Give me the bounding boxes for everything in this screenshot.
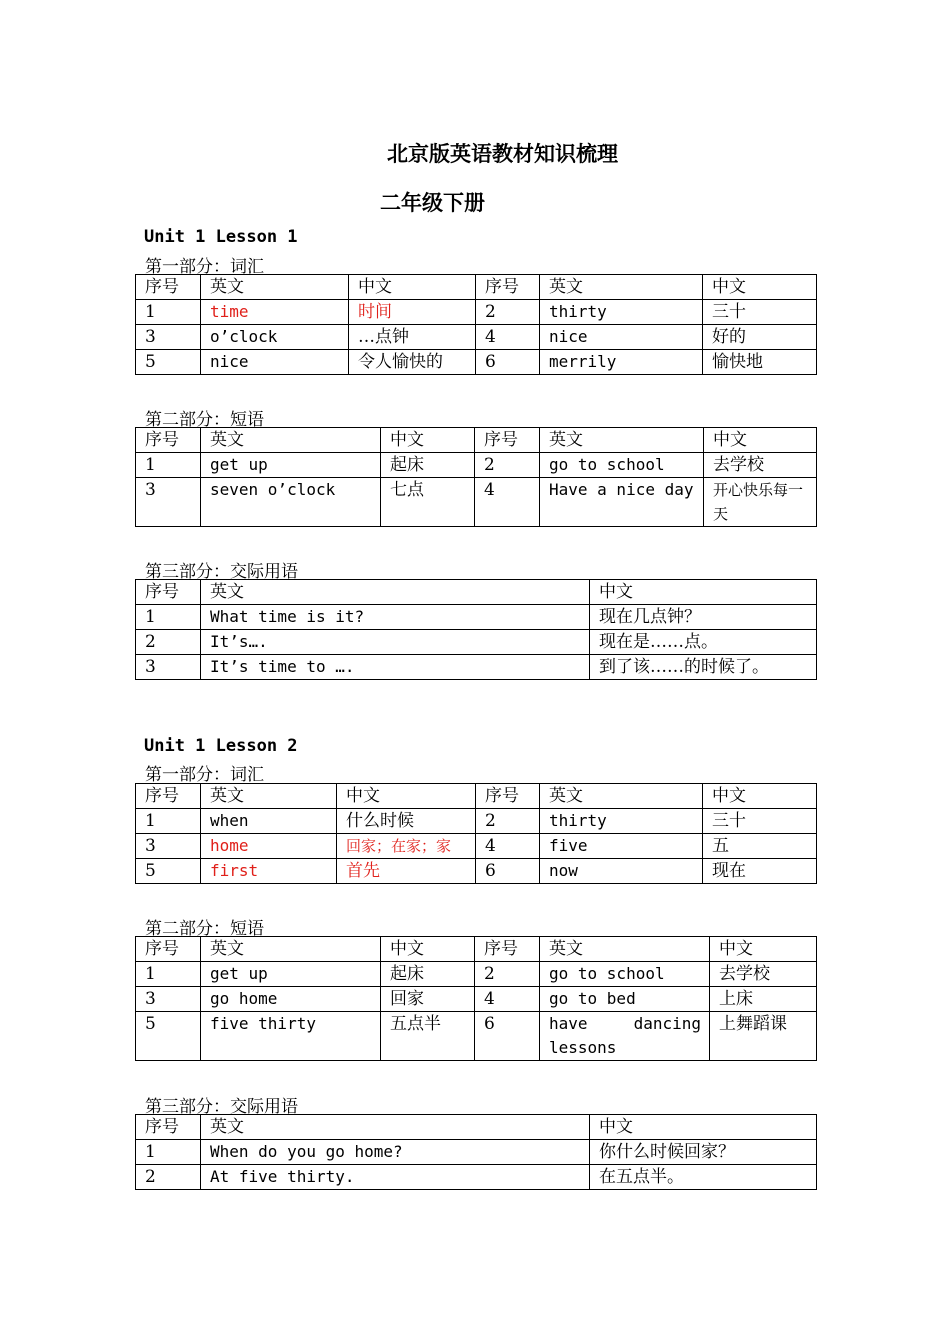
number-cell: 5 bbox=[136, 1012, 201, 1061]
table-row bbox=[136, 300, 817, 325]
number-cell: 3 bbox=[136, 325, 201, 350]
header-cell: 中文 bbox=[703, 784, 817, 809]
english-cell: first bbox=[201, 859, 337, 884]
chinese-cell: 在五点半。 bbox=[590, 1165, 817, 1190]
english-cell: Have a nice day bbox=[540, 478, 704, 527]
header-cell: 英文 bbox=[201, 937, 381, 962]
number-cell: 2 bbox=[475, 453, 540, 478]
header-cell: 英文 bbox=[540, 428, 704, 453]
header-cell: 英文 bbox=[540, 784, 703, 809]
chinese-cell: 愉快地 bbox=[703, 350, 817, 375]
expressions-table bbox=[135, 1114, 817, 1190]
phrases-table bbox=[135, 427, 817, 527]
english-cell: go to bed bbox=[540, 987, 710, 1012]
chinese-cell: …点钟 bbox=[349, 325, 476, 350]
english-cell: go home bbox=[201, 987, 381, 1012]
header-cell: 序号 bbox=[136, 1115, 201, 1140]
table-row bbox=[136, 478, 817, 527]
table-row bbox=[136, 655, 817, 680]
section-label-vocab: 第一部分：词汇 bbox=[145, 257, 264, 277]
header-cell: 序号 bbox=[475, 937, 540, 962]
number-cell: 5 bbox=[136, 350, 201, 375]
english-cell: thirty bbox=[540, 809, 703, 834]
english-cell: nice bbox=[201, 350, 349, 375]
number-cell: 1 bbox=[136, 1140, 201, 1165]
header-cell: 英文 bbox=[540, 937, 710, 962]
english-cell: when bbox=[201, 809, 337, 834]
english-cell: go to school bbox=[540, 962, 710, 987]
english-cell: five thirty bbox=[201, 1012, 381, 1061]
section-label-phrases: 第二部分：短语 bbox=[145, 410, 264, 430]
header-cell: 序号 bbox=[476, 784, 540, 809]
chinese-cell: 回家；在家；家 bbox=[337, 834, 476, 859]
chinese-cell: 你什么时候回家？ bbox=[590, 1140, 817, 1165]
header-cell: 序号 bbox=[136, 937, 201, 962]
english-cell: merrily bbox=[540, 350, 703, 375]
chinese-cell: 现在几点钟？ bbox=[590, 605, 817, 630]
english-cell: go to school bbox=[540, 453, 704, 478]
english-cell: o’clock bbox=[201, 325, 349, 350]
chinese-cell: 到了该……的时候了。 bbox=[590, 655, 817, 680]
table-row bbox=[136, 809, 817, 834]
chinese-cell: 去学校 bbox=[710, 962, 817, 987]
chinese-cell: 起床 bbox=[381, 962, 475, 987]
number-cell: 4 bbox=[475, 987, 540, 1012]
header-cell: 序号 bbox=[476, 275, 540, 300]
table-row bbox=[136, 1012, 817, 1061]
chinese-cell: 首先 bbox=[337, 859, 476, 884]
english-cell: seven o’clock bbox=[201, 478, 381, 527]
table-header-row bbox=[136, 580, 817, 605]
chinese-cell: 七点 bbox=[381, 478, 475, 527]
number-cell: 3 bbox=[136, 655, 201, 680]
header-cell: 中文 bbox=[349, 275, 476, 300]
header-cell: 序号 bbox=[136, 580, 201, 605]
section-label-phrases: 第二部分：短语 bbox=[145, 919, 264, 939]
number-cell: 1 bbox=[136, 453, 201, 478]
header-cell: 中文 bbox=[703, 275, 817, 300]
english-cell: have dancing lessons bbox=[540, 1012, 710, 1061]
number-cell: 2 bbox=[476, 809, 540, 834]
table-header-row bbox=[136, 784, 817, 809]
table-row bbox=[136, 987, 817, 1012]
table-header-row bbox=[136, 275, 817, 300]
number-cell: 2 bbox=[136, 630, 201, 655]
english-cell: get up bbox=[201, 962, 381, 987]
header-cell: 英文 bbox=[201, 1115, 590, 1140]
number-cell: 3 bbox=[136, 834, 201, 859]
table-header-row bbox=[136, 428, 817, 453]
table-row bbox=[136, 1165, 817, 1190]
number-cell: 3 bbox=[136, 987, 201, 1012]
number-cell: 1 bbox=[136, 809, 201, 834]
header-cell: 英文 bbox=[540, 275, 703, 300]
english-cell: nice bbox=[540, 325, 703, 350]
section-label-expressions: 第三部分：交际用语 bbox=[145, 562, 298, 582]
table-row bbox=[136, 834, 817, 859]
table-row bbox=[136, 1140, 817, 1165]
table-row bbox=[136, 350, 817, 375]
header-cell: 序号 bbox=[475, 428, 540, 453]
number-cell: 6 bbox=[476, 859, 540, 884]
vocab-table bbox=[135, 274, 817, 375]
number-cell: 2 bbox=[475, 962, 540, 987]
chinese-cell: 起床 bbox=[381, 453, 475, 478]
header-cell: 序号 bbox=[136, 428, 201, 453]
number-cell: 1 bbox=[136, 605, 201, 630]
header-cell: 中文 bbox=[590, 1115, 817, 1140]
number-cell: 4 bbox=[476, 834, 540, 859]
header-cell: 英文 bbox=[201, 428, 381, 453]
english-cell: It’s time to …. bbox=[201, 655, 590, 680]
table-row bbox=[136, 325, 817, 350]
header-cell: 英文 bbox=[201, 580, 590, 605]
header-cell: 中文 bbox=[704, 428, 817, 453]
english-cell: home bbox=[201, 834, 337, 859]
table-header-row bbox=[136, 1115, 817, 1140]
chinese-cell: 上舞蹈课 bbox=[710, 1012, 817, 1061]
header-cell: 英文 bbox=[201, 784, 337, 809]
number-cell: 1 bbox=[136, 300, 201, 325]
header-cell: 中文 bbox=[381, 428, 475, 453]
chinese-cell: 开心快乐每一天 bbox=[704, 478, 817, 527]
header-cell: 序号 bbox=[136, 275, 201, 300]
unit-heading: Unit 1 Lesson 1 bbox=[144, 227, 298, 247]
header-cell: 中文 bbox=[337, 784, 476, 809]
chinese-cell: 三十 bbox=[703, 300, 817, 325]
unit-heading: Unit 1 Lesson 2 bbox=[144, 736, 298, 756]
table-row bbox=[136, 453, 817, 478]
chinese-cell: 令人愉快的 bbox=[349, 350, 476, 375]
header-cell: 中文 bbox=[710, 937, 817, 962]
chinese-cell: 上床 bbox=[710, 987, 817, 1012]
number-cell: 1 bbox=[136, 962, 201, 987]
document-subtitle: 二年级下册 bbox=[380, 191, 485, 215]
english-cell: time bbox=[201, 300, 349, 325]
number-cell: 6 bbox=[475, 1012, 540, 1061]
document-title: 北京版英语教材知识梳理 bbox=[387, 142, 618, 166]
section-label-vocab: 第一部分：词汇 bbox=[145, 765, 264, 785]
chinese-cell: 五点半 bbox=[381, 1012, 475, 1061]
chinese-cell: 三十 bbox=[703, 809, 817, 834]
english-cell: It’s…. bbox=[201, 630, 590, 655]
chinese-cell: 什么时候 bbox=[337, 809, 476, 834]
english-cell: get up bbox=[201, 453, 381, 478]
number-cell: 4 bbox=[476, 325, 540, 350]
number-cell: 3 bbox=[136, 478, 201, 527]
english-cell: What time is it? bbox=[201, 605, 590, 630]
header-cell: 中文 bbox=[590, 580, 817, 605]
number-cell: 2 bbox=[136, 1165, 201, 1190]
table-row bbox=[136, 630, 817, 655]
chinese-cell: 五 bbox=[703, 834, 817, 859]
english-cell: five bbox=[540, 834, 703, 859]
english-cell: When do you go home? bbox=[201, 1140, 590, 1165]
table-header-row bbox=[136, 937, 817, 962]
chinese-cell: 现在 bbox=[703, 859, 817, 884]
header-cell: 中文 bbox=[381, 937, 475, 962]
chinese-cell: 时间 bbox=[349, 300, 476, 325]
chinese-cell: 现在是……点。 bbox=[590, 630, 817, 655]
english-cell: now bbox=[540, 859, 703, 884]
expressions-table bbox=[135, 579, 817, 680]
english-cell: At five thirty. bbox=[201, 1165, 590, 1190]
table-row bbox=[136, 605, 817, 630]
chinese-cell: 去学校 bbox=[704, 453, 817, 478]
number-cell: 5 bbox=[136, 859, 201, 884]
number-cell: 4 bbox=[475, 478, 540, 527]
vocab-table bbox=[135, 783, 817, 884]
table-row bbox=[136, 962, 817, 987]
number-cell: 6 bbox=[476, 350, 540, 375]
chinese-cell: 回家 bbox=[381, 987, 475, 1012]
phrases-table bbox=[135, 936, 817, 1061]
header-cell: 序号 bbox=[136, 784, 201, 809]
header-cell: 英文 bbox=[201, 275, 349, 300]
number-cell: 2 bbox=[476, 300, 540, 325]
chinese-cell: 好的 bbox=[703, 325, 817, 350]
section-label-expressions: 第三部分：交际用语 bbox=[145, 1097, 298, 1117]
table-row bbox=[136, 859, 817, 884]
english-cell: thirty bbox=[540, 300, 703, 325]
